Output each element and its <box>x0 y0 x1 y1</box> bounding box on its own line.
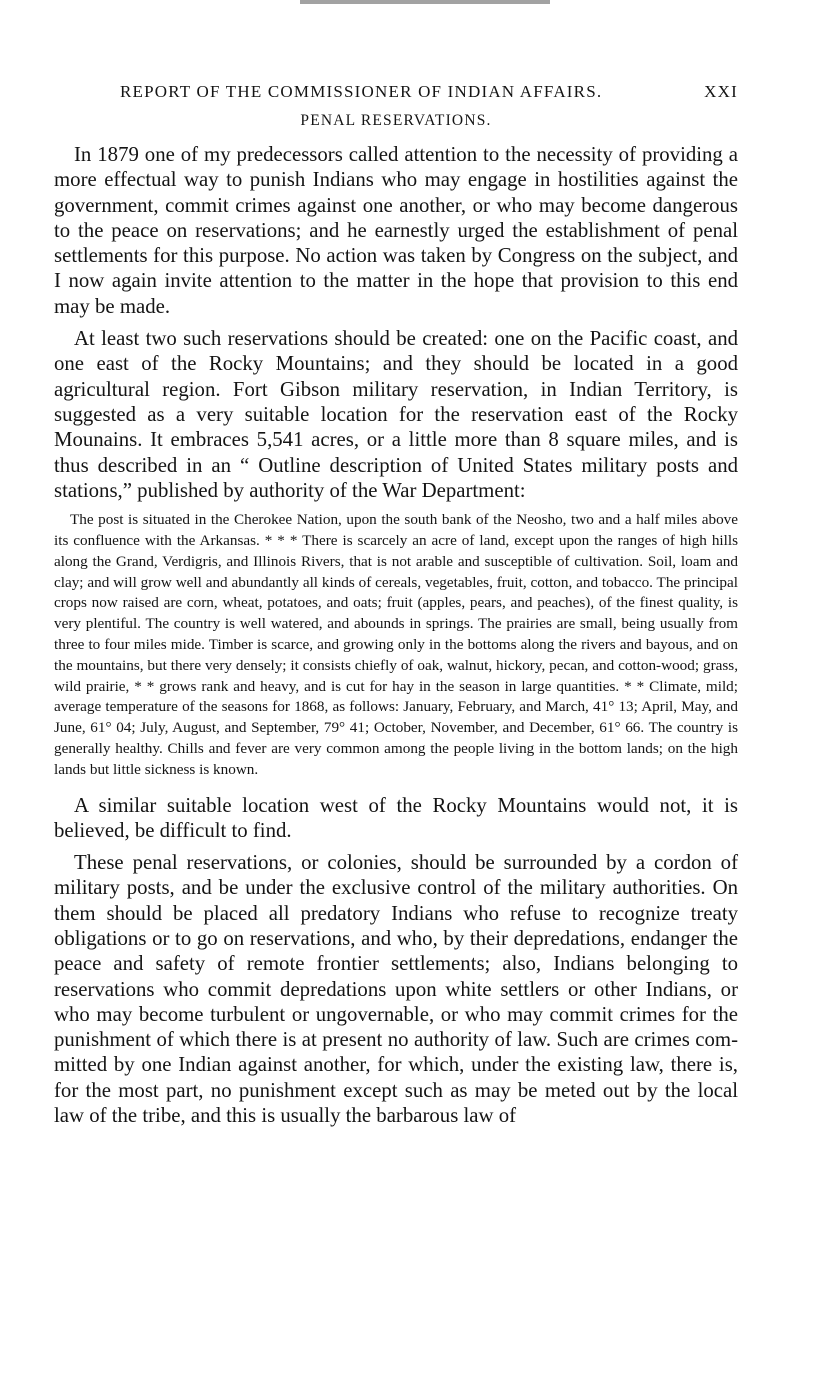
paragraph-1: In 1879 one of my predecessors called attention to the necessity of providing a more effectual way to punish Indians who may engage in hostilities against the government, commit crimes against one another, or who may become dangerous to the peace on reservations; and he earnestly urged the establishment of penal settlements for this purpose. No action was taken by Congress on the subject, and I now again invite attention to the matter in the hope that provision to this end may be made. <box>54 143 738 318</box>
page-top-edge <box>300 0 550 4</box>
page-number: XXI <box>704 82 738 101</box>
paragraph-3: A similar suitable location west of the Rocky Mountains would not, it is believed, be difficult to find. <box>54 793 738 842</box>
paragraph-4: These penal reservations, or colonies, should be surrounded by a cordon of military posts, and be under the exclusive control of the military authorities. On them should be placed all predatory Indians who refuse to recognize treaty obligations or to go on reservations, and who, by their depredations, endanger the peace and safety of remote frontier settlements; also, Indians belonging to reservations who commit depredations upon white settlers or other Indians, or who may become turbulent or ungovernable, or who may commit crimes for the punishment of which there is at present no authority of law. Such are crimes committed by one Indian against another, for which, under the existing law, there is, for the most part, no punishment except such as may be meted out by the local law of the tribe, and this is usually the barbarous law of <box>54 851 738 1128</box>
paragraph-2: At least two such reservations should be created: one on the Pacific coast, and one east of the Rocky Mountains; and they should be located in a good agricultural region. Fort Gibson military reservation, in Indian Territory, is suggested as a very suitable location for the reservation east of the Rocky Mounains. It embraces 5,541 acres, or a little more than 8 square miles, and is thus described in an “ Outline description of United States military posts and stations,” published by authority of the War Department: <box>54 327 738 502</box>
block-quote: The post is situated in the Cherokee Nation, upon the south bank of the Neosho, two and a half miles above its confluence with the Arkansas. * * * There is scarcely an acre of land, except upon the ranges of high hills along the Grand, Verdigris, and Illinois Rivers, that is not arable and susceptible of cultivation. Soil, loam and clay; and will grow well and abundantly all kinds of cereals, vegetables, fruit, cotton, and tobacco. The principal crops now raised are corn, wheat, potatoes, and oats; fruit (apples, pears, and peaches), of the finest quality, is very plentiful. The country is well watered, and abounds in springs. The prairies are small, being usually from three to four miles mide. Timber is scarce, and growing only in the bottoms along the rivers and bayous, and on the mountains, but there very densely; it consists chiefly of oak, walnut, hickory, pecan, and cotton-wood; grass, wild prairie, * * grows rank and heavy, and is cut for hay in the season in large quantities. * * Climate, mild; average temperature of the seasons for 1868, as follows: January, February, and March, 41° 13; April, May, and June, 61° 04; July, August, and September, 79° 41; October, November, and December, 61° 66. The country is generally healthy. Chills and fever are very common among the people living in the bottom lands; on the high lands but little sickness is known. <box>54 511 738 778</box>
running-title: REPORT OF THE COMMISSIONER OF INDIAN AFFAIRS. <box>120 82 603 101</box>
section-title: PENAL RESERVATIONS. <box>300 112 492 129</box>
running-head <box>54 82 738 102</box>
document-page <box>54 82 738 1135</box>
